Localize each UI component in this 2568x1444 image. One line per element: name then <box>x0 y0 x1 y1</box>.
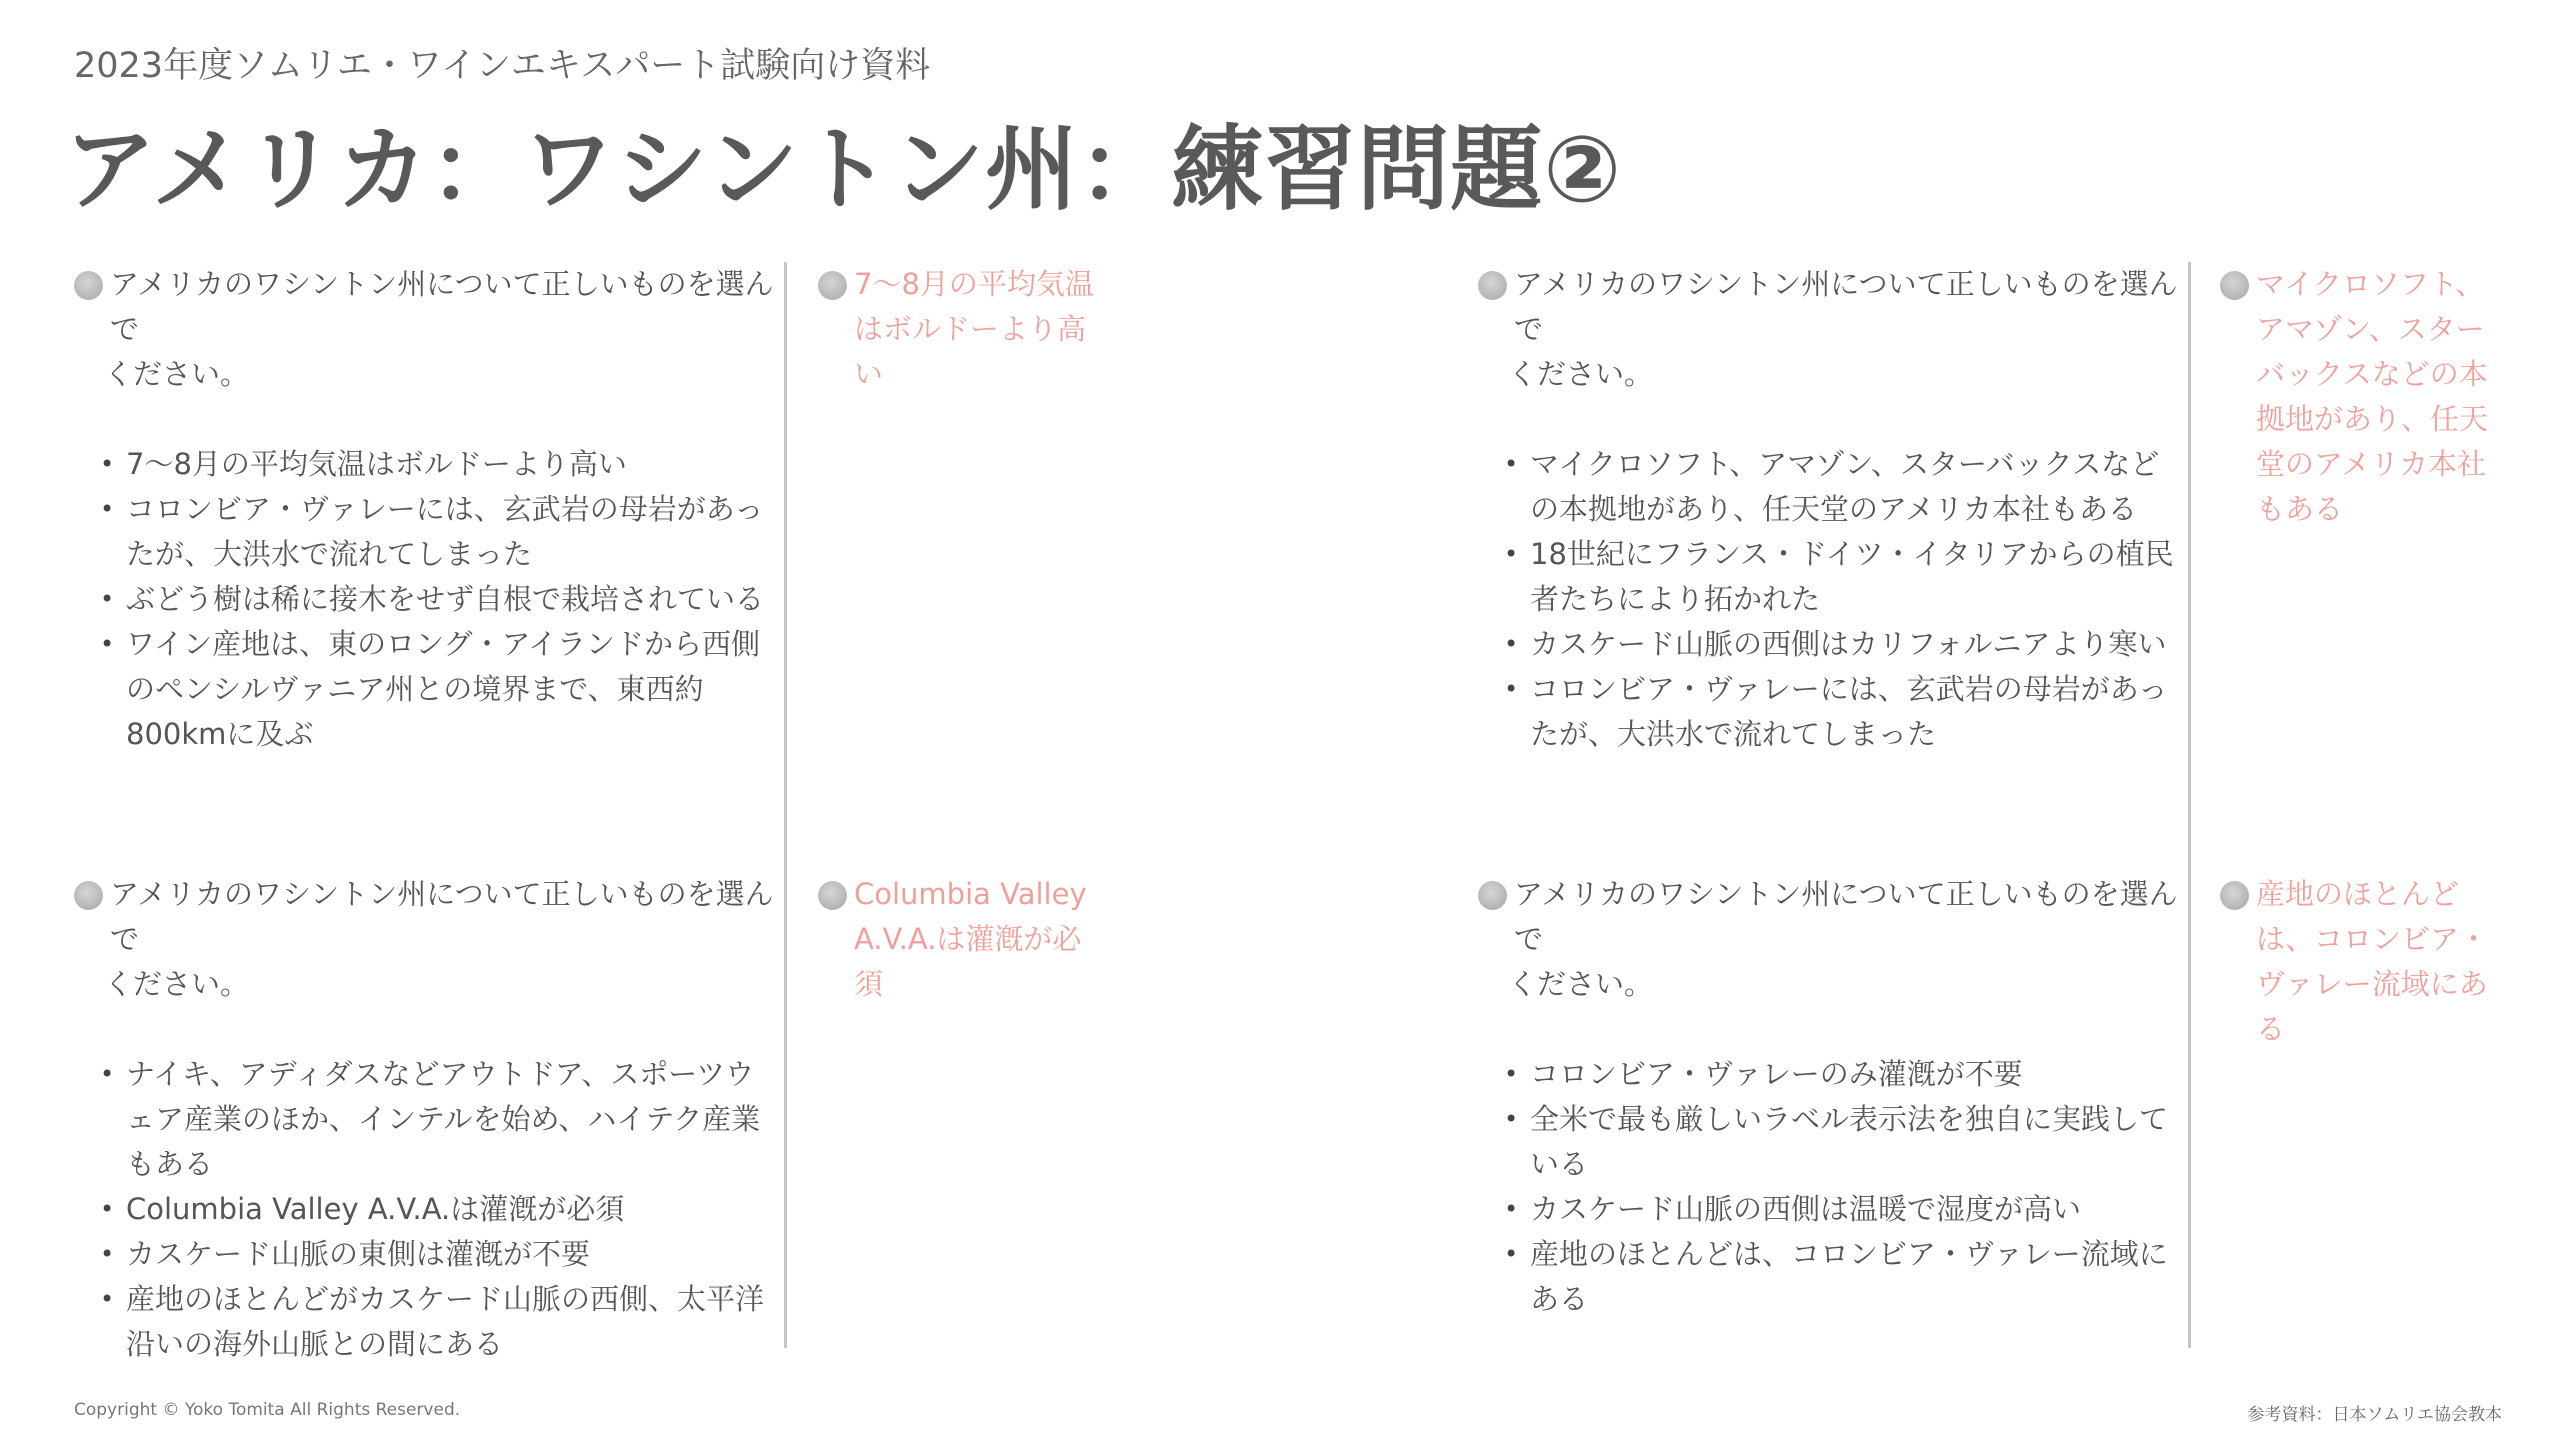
reference-note: 参考資料：日本ソムリエ協会教本 <box>2247 1405 2502 1425</box>
option-list <box>74 1052 774 1367</box>
question-text: アメリカのワシントン州について正しいものを選んで ください。 <box>1478 872 2178 1007</box>
question-block <box>1478 872 2178 1322</box>
answer-block <box>2220 872 2510 1052</box>
bullet-circle-icon <box>1478 881 1507 910</box>
column-divider <box>2188 262 2191 1348</box>
option-item: • カスケード山脈の西側は温暖で湿度が高い <box>1478 1187 2178 1232</box>
option-list <box>1478 1052 2178 1322</box>
question-text: アメリカのワシントン州について正しいものを選んで ください。 <box>74 262 774 397</box>
option-item: • カスケード山脈の東側は灌漑が不要 <box>74 1232 774 1277</box>
bullet-circle-icon <box>818 271 847 300</box>
question-text: アメリカのワシントン州について正しいものを選んで ください。 <box>1478 262 2178 397</box>
bullet-circle-icon <box>2220 271 2249 300</box>
column-divider <box>784 262 787 1348</box>
option-item: • コロンビア・ヴァレーには、玄武岩の母岩があったが、大洪水で流れてしまった <box>74 487 774 577</box>
question-text: アメリカのワシントン州について正しいものを選んで ください。 <box>74 872 774 1007</box>
answer-block <box>818 262 1108 397</box>
option-item: • ぶどう樹は稀に接木をせず自根で栽培されている <box>74 577 774 622</box>
option-item: • 全米で最も厳しいラベル表示法を独自に実践している <box>1478 1097 2178 1187</box>
option-item: • カスケード山脈の西側はカリフォルニアより寒い <box>1478 622 2178 667</box>
option-item: • 7〜8月の平均気温はボルドーより高い <box>74 442 774 487</box>
bullet-circle-icon <box>74 881 103 910</box>
option-item: • コロンビア・ヴァレーのみ灌漑が不要 <box>1478 1052 2178 1097</box>
option-item: • ナイキ、アディダスなどアウトドア、スポーツウェア産業のほか、インテルを始め、ハイテク産業もある <box>74 1052 774 1187</box>
option-item: • マイクロソフト、アマゾン、スターバックスなどの本拠地があり、任天堂のアメリカ本社もある <box>1478 442 2178 532</box>
option-item: • ワイン産地は、東のロング・アイランドから西側のペンシルヴァニア州との境界まで、東西約800kmに及ぶ <box>74 622 774 757</box>
option-item: • 18世紀にフランス・ドイツ・イタリアからの植民者たちにより拓かれた <box>1478 532 2178 622</box>
answer-text: Columbia Valley A.V.A.は灌漑が必須 <box>854 877 1087 1001</box>
option-item: • 産地のほとんどがカスケード山脈の西側、太平洋沿いの海外山脈との間にある <box>74 1277 774 1367</box>
answer-text: マイクロソフト、アマゾン、スターバックスなどの本拠地があり、任天堂のアメリカ本社もある <box>2256 267 2489 526</box>
question-block <box>1478 262 2178 757</box>
answer-text: 産地のほとんどは、コロンビア・ヴァレー流域にある <box>2256 877 2489 1046</box>
bullet-circle-icon <box>818 881 847 910</box>
option-item: • Columbia Valley A.V.A.は灌漑が必須 <box>74 1187 774 1232</box>
answer-block <box>2220 262 2510 532</box>
bullet-circle-icon <box>74 271 103 300</box>
option-item: • コロンビア・ヴァレーには、玄武岩の母岩があったが、大洪水で流れてしまった <box>1478 667 2178 757</box>
option-item: • 産地のほとんどは、コロンビア・ヴァレー流域にある <box>1478 1232 2178 1322</box>
bullet-circle-icon <box>1478 271 1507 300</box>
answer-text: 7〜8月の平均気温はボルドーより高い <box>854 267 1094 391</box>
option-list <box>1478 442 2178 757</box>
bullet-circle-icon <box>2220 881 2249 910</box>
page-title: アメリカ：ワシントン州：練習問題② <box>64 116 1623 223</box>
deck-subtitle: 2023年度ソムリエ・ワインエキスパート試験向け資料 <box>74 46 931 86</box>
answer-block <box>818 872 1108 1007</box>
option-list <box>74 442 774 757</box>
copyright-notice: Copyright © Yoko Tomita All Rights Reserved. <box>74 1400 461 1420</box>
question-block <box>74 262 774 757</box>
question-block <box>74 872 774 1367</box>
